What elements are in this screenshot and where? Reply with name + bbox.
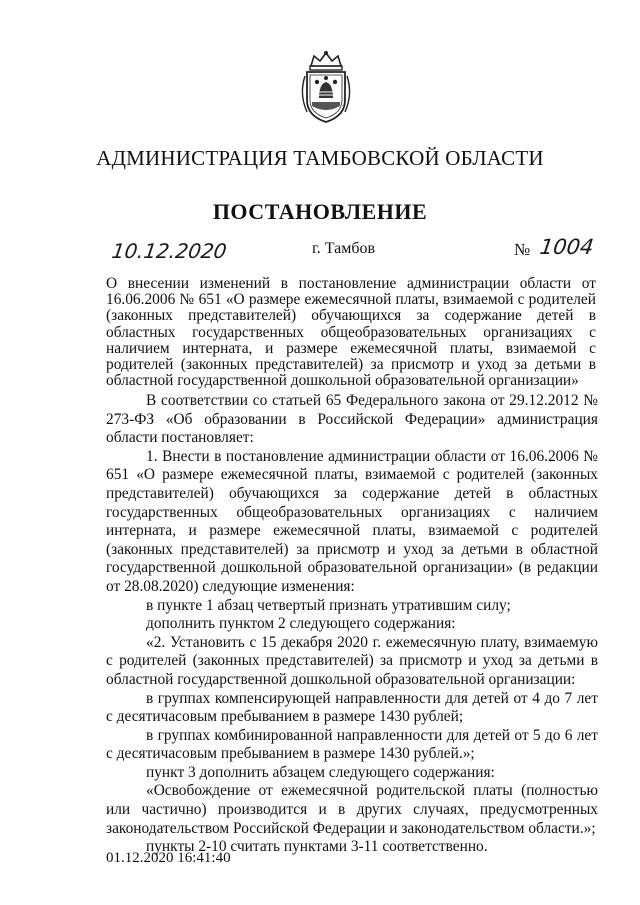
document-body bbox=[106, 392, 598, 857]
body-paragraph: пункты 2-10 считать пунктами 3-11 соответственно. bbox=[146, 838, 488, 856]
body-paragraph: 1. Внести в постановление администрации области от 16.06.2006 № 651 «О размере ежемесячной платы, взимаемой с родителей (законных представителей) обучающихся за содержание детей в областных государственных общеобразовательных организациях с наличием интерната, и размере ежемесячной платы, взимаемой с родителей (законных представителей) за присмотр и уход за детьми в областной государственной дошкольной образовательной организации» (в редакции от 28.08.2020) следующие изменения: bbox=[106, 447, 598, 595]
body-paragraph: в пункте 1 абзац четвертый признать утратившим силу; bbox=[146, 596, 511, 614]
body-paragraph: в группах компенсирующей направленности для детей от 4 до 7 лет с десятичасовым пребыванием в размере 1430 рублей; bbox=[106, 689, 598, 726]
body-paragraph: «2. Установить с 15 декабря 2020 г. ежемесячную плату, взимаемую с родителей (законных представителей) за присмотр и уход за детьми в областной государственной дошкольной образовательной организации: bbox=[106, 633, 598, 688]
body-paragraph: пункт 3 дополнить абзацем следующего содержания: bbox=[146, 763, 495, 781]
document-type: ПОСТАНОВЛЕНИЕ bbox=[212, 199, 428, 224]
city: г. Тамбов bbox=[312, 240, 376, 257]
body-paragraph: «Освобождение от ежемесячной родительской платы (полностью или частично) производится и в других случаях, предусмотренных законодательством Российской Федерации и законодательством области.»; bbox=[106, 782, 598, 837]
authority-name: АДМИНИСТРАЦИЯ ТАМБОВСКОЙ ОБЛАСТИ bbox=[96, 146, 544, 170]
handwritten-date: 10.12.2020 bbox=[110, 239, 229, 263]
body-paragraph: в группах комбинированной направленности для детей от 5 до 6 лет с десятичасовым пребыванием в размере 1430 рублей.»; bbox=[106, 726, 598, 763]
body-paragraph: В соответствии со статьей 65 Федерального закона от 29.12.2012 № 273-ФЗ «Об образовании в Российской Федерации» администрация области постановляет: bbox=[106, 392, 598, 447]
body-paragraph: дополнить пунктом 2 следующего содержания: bbox=[146, 615, 456, 633]
handwritten-number: 1004 bbox=[538, 235, 596, 259]
tambov-coat-of-arms-icon bbox=[297, 50, 355, 126]
document-title: О внесении изменений в постановление администрации области от 16.06.2006 № 651 «О размере ежемесячной платы, взимаемой с родителей (законных представителей) обучающихся за содержание детей в областных государственных общеобразовательных организациях с наличием интерната, и размере ежемесячной платы, взимаемой с родителей (законных представителей) за присмотр и уход за детьми в областной государственной дошкольной образовательной организации» bbox=[106, 275, 596, 390]
print-timestamp: 01.12.2020 16:41:40 bbox=[106, 850, 231, 866]
number-sign: № bbox=[514, 240, 531, 259]
